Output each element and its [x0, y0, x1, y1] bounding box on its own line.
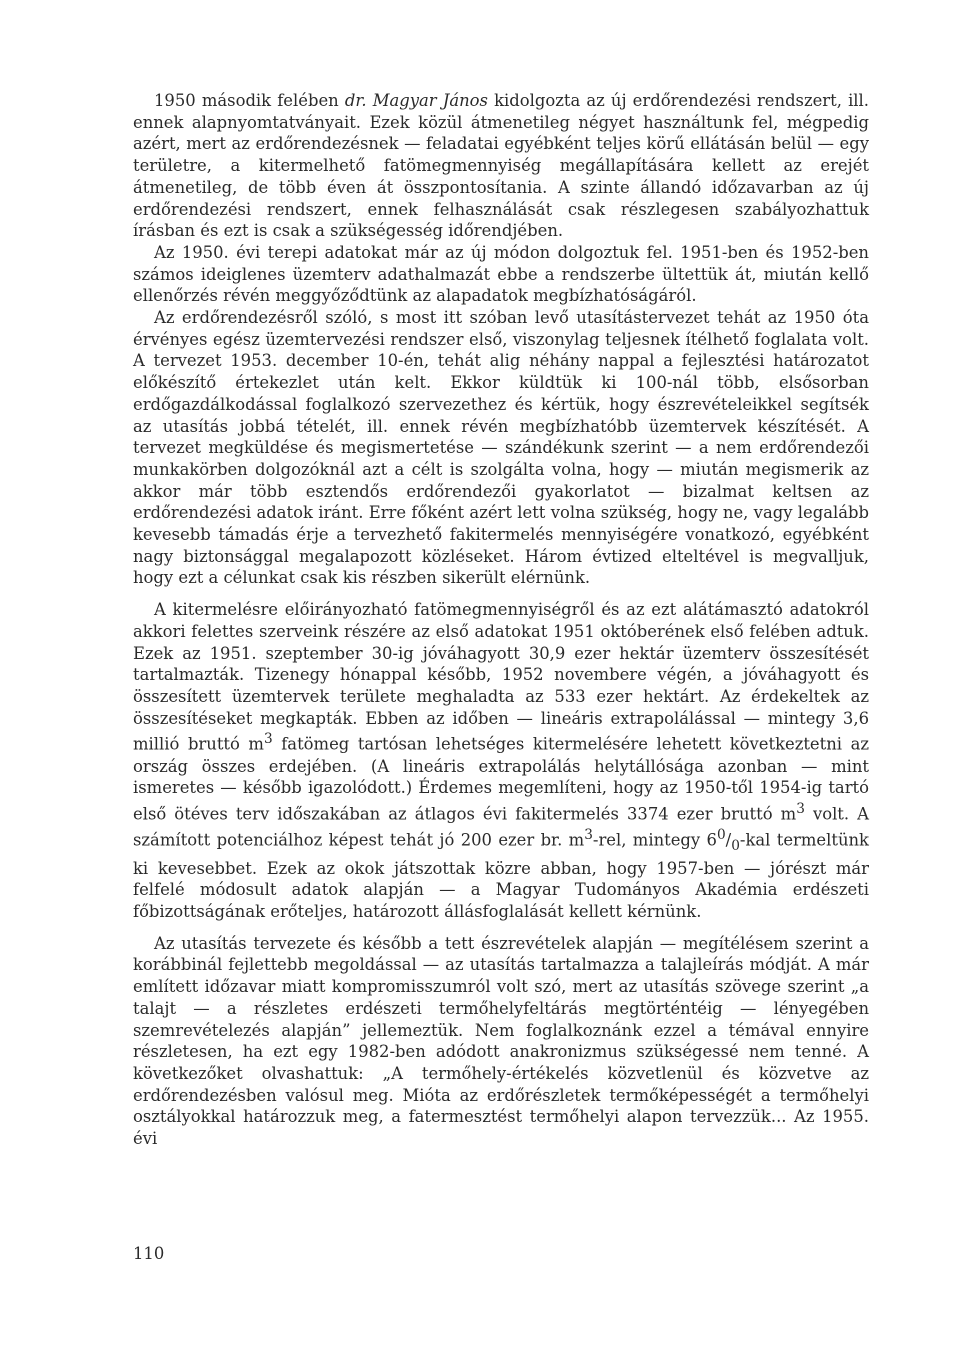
- author-name: dr. Magyar János: [344, 91, 488, 110]
- permille-bottom: 0: [731, 837, 740, 854]
- paragraph-4-part-b: fatömeg tartósan lehetséges kitermelésére lehetett következtetni az ország összes erdejében. (A lineáris extrapolálás helytállósága azonban — mint ismeretes — később igazolódott.) Érdemes megemlíteni, hogy az 1950-től 1954-ig tartó első ötéves terv időszakában az átlagos évi fakitermelés 3374 ezer bruttó m: [133, 734, 869, 824]
- paragraph-3: Az erdőrendezésről szóló, s most itt szóban levő utasítástervezet tehát az 1950 óta érvényes egész üzemtervezési rendszer első, viszonylag teljesnek ítélhető foglalata volt. A tervezet 1953. december 10-én, tehát alig néhány nappal a fejlesztési határozatot előkészítő értekezlet után kelt. Ekkor küldtük ki 100-nál több, elsősorban erdőgazdálkodással foglalkozó szervezethez és kértük, hogy észrevételeikkel segítsék az utasítás jobbá tételét, ill. ennek révén megbízhatóbb üzemtervek készítését. A tervezet megküldése és megismertetése — szándékunk szerint — a nem erdőrendezői munkakörben dolgozóknál azt a célt is szolgálta volna, hogy — miután megismerik az akkor már több esztendős erdőrendezői gyakorlatot — bizalmat keltsen az erdőrendezési adatok iránt. Erre főként azért lett volna szükség, hogy ne, vagy legalább kevesebb támadás érje a tervezhető fakitermelés mennyiségére vonatkozó, egyébként nagy biztonsággal megalapozott közléseket. Három évtized elteltével is megvalljuk, hogy ezt a célunkat csak kis részben sikerült elérnünk.: [133, 308, 869, 588]
- superscript-1: 3: [263, 731, 273, 748]
- permille-top: 0: [716, 827, 726, 844]
- paragraph-4-part-d: -rel, mintegy 6: [592, 830, 717, 850]
- paragraph-4-part-c: volt. A számított potenciálhoz képest tehát jó 200 ezer br. m: [133, 804, 869, 850]
- page-number: 110: [133, 1244, 165, 1263]
- page-body: [133, 90, 869, 1150]
- superscript-3: 3: [584, 827, 593, 844]
- paragraph-1-text: kidolgozta az új erdőrendezési rendszert, ill. ennek alapnyomtatványait. Ezek közül átmenetileg négyet használtunk fel, mégpedig azért, mert az erdőrendezésnek — feladatai egyébként teljes körű ellátásán belül — egy területre, a kitermelhető fatömegmennyiség megállapítására kellett az erejét átmenetileg, de több éven át összpontosítania. A szinte állandó időzavarban az új erdőrendezési rendszert, ennek felhasználását csak részlegesen szabályozhattuk írásban és ezt is csak a szükségesség időrendjében.: [133, 91, 870, 241]
- paragraph-1: [133, 90, 869, 242]
- paragraph-5: Az utasítás tervezete és később a tett észrevételek alapján — megítélésem szerint a korábbinál fejlettebb megoldással — az utasítás tartalmazza a talajleírás módját. A már említett időzavar miatt kompromisszumról volt szó, mert az utasítás szövege szerint „a talajt — a részletes erdészeti termőhelyfeltárás megtörténtéig — lényegében szemrevételezés alapján” jellemeztük. Nem foglalkoznánk ezzel a témával ennyire részletesen, ha ezt egy 1982-ben adódott anakronizmus szükségessé nem tenné. A következőket olvashattuk: „A termőhely-értékelés közvetlenül és közvetve az erdőrendezésben valósul meg. Mióta az erdőrészletek termőképességét a termőhelyi osztályokkal határozzuk meg, a fatermesztést termőhelyi alapon tervezzük... Az 1955. évi: [133, 933, 869, 1149]
- paragraph-4: [133, 599, 869, 923]
- paragraph-1-lead: 1950 második felében: [154, 91, 345, 110]
- paragraph-4-part-e: -kal termeltünk ki kevesebbet. Ezek az okok játszottak közre abban, hogy 1957-ben — jórészt már felfelé módosult adatok alapján — a Magyar Tudományos Akadémia erdészeti főbizottságának erőteljes, határozott állásfoglalását kellett kérnünk.: [133, 830, 869, 921]
- paragraph-4-part-a: A kitermelésre előirányozható fatömegmennyiségről és az ezt alátámasztó adatokról akkori felettes szerveink részére az első adatokat 1951 októberének első felében adtuk. Ezek az 1951. szeptember 30-ig jóváhagyott 30,9 ezer hektár üzemterv összesítését tartalmazták. Tizenegy hónappal később, 1952 novembere végén, a jóváhagyott és összesített üzemtervek területe meghaladta az 533 ezer hektárt. Az érdekeltek az összesítéseket megkapták. Ebben az időben — lineáris extrapolálással — mintegy 3,6 millió bruttó m: [133, 600, 869, 754]
- paragraph-2: Az 1950. évi terepi adatokat már az új módon dolgoztuk fel. 1951-ben és 1952-ben számos ideiglenes üzemterv adathalmazát ebbe a rendszerbe ültettük át, miután kellő ellenőrzés révén meggyőződtünk az alapadatok megbízhatóságáról.: [133, 242, 869, 306]
- permille-slash: /: [725, 830, 732, 850]
- superscript-2: 3: [796, 800, 805, 817]
